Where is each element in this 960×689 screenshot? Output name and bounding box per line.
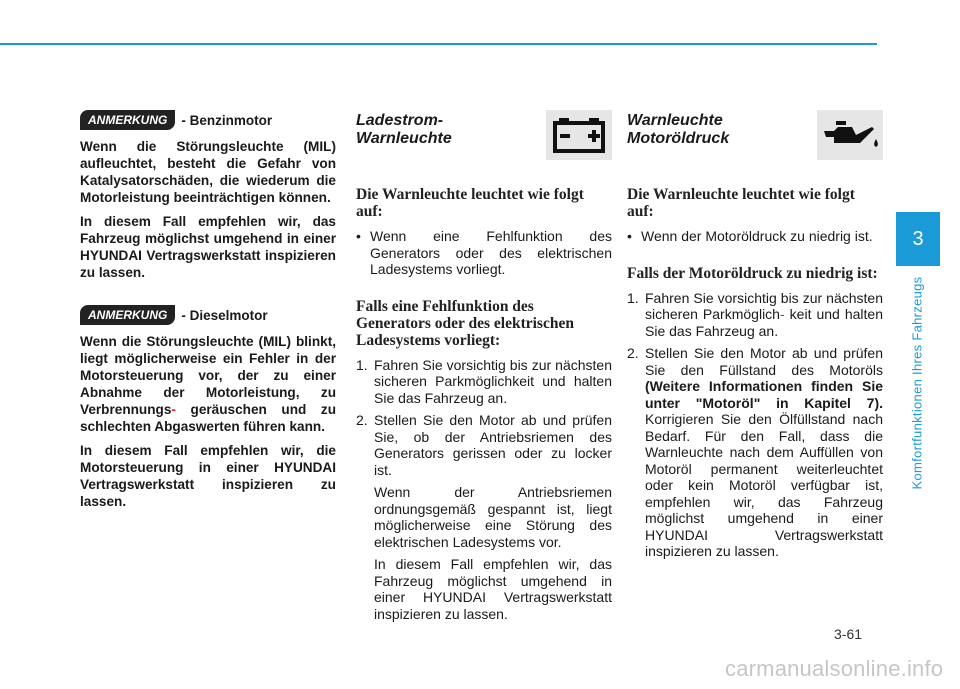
- note-diesel-paragraph-1: Wenn die Störungsleuchte (MIL) blinkt, liegt möglicherweise ein Fehler in der Motorsteuerung vor, der zu einer Abnahme der Motorleistung, zu Verbrennungs- geräuschen und zu schlechten Abgaswerten führen kann.: [80, 334, 337, 434]
- header-rule: [0, 43, 877, 45]
- column-notes: [80, 110, 336, 517]
- battery-icon: [546, 110, 612, 160]
- note-heading: - Dieselmotor: [181, 307, 268, 323]
- column-charging-warning: [356, 110, 612, 628]
- list-item: • Wenn der Motoröldruck zu niedrig ist.: [627, 228, 873, 244]
- chapter-number-tab[interactable]: [896, 212, 940, 266]
- note-diesel-paragraph-2: In diesem Fall empfehlen wir, die Motorsteuerung in einer HYUNDAI Vertragswerkstatt inspizieren zu lassen.: [80, 443, 336, 509]
- list-item: 2. Stellen Sie den Motor ab und prüfen Sie den Füllstand des Motoröls (Weitere Informationen finden Sie unter "Motoröl" in Kapitel 7). Korrigieren Sie den Ölfüllstand nach Bedarf. Für den Fall, dass die Warnleuchte nach dem Auffüllen von Motoröl permanent weiterleuchtet oder kein Motoröl verfügbar ist, empfehlen wir, das Fahrzeug möglichst umgehend in einer HYUNDAI Vertragswerkstatt inspizieren zu lassen.: [627, 345, 883, 559]
- note-petrol-paragraph-2: In diesem Fall empfehlen wir, das Fahrzeug möglichst umgehend in einer HYUNDAI Vertragswerkstatt inspizieren zu lassen.: [80, 214, 336, 280]
- section-header-oil: [627, 110, 883, 162]
- note-petrol-header: [80, 110, 336, 130]
- body-paragraph: In diesem Fall empfehlen wir, das Fahrzeug möglichst umgehend in einer HYUNDAI Vertragswerkstatt inspizieren zu lassen.: [374, 556, 612, 622]
- page-number: 3-61: [834, 626, 863, 642]
- note-petrol-paragraph-1: Wenn die Störungsleuchte (MIL) aufleuchtet, besteht die Gefahr von Katalysatorschäden, die wiederum die Motorleistung beeinträchtigen können.: [80, 139, 336, 205]
- note-badge: ANMERKUNG: [80, 110, 175, 130]
- note-diesel-header: [80, 305, 336, 325]
- chapter-number: 3: [912, 227, 924, 250]
- section-title: Warnleuchte Motoröldruck: [627, 112, 730, 147]
- subheading: Falls der Motoröldruck zu niedrig ist:: [627, 264, 878, 282]
- body-paragraph: Wenn der Antriebsriemen ordnungsgemäß gespannt ist, liegt möglicherweise eine Störung des elektrischen Ladesystems vor.: [374, 484, 612, 550]
- list-item: 1. Fahren Sie vorsichtig bis zur nächsten sicheren Parkmöglichkeit und halten Sie das Fahrzeug an.: [356, 356, 612, 406]
- chapter-title-strip: [902, 268, 932, 498]
- oil-can-icon: [817, 110, 883, 160]
- section-header-charging: [356, 110, 612, 162]
- list-item: • Wenn eine Fehlfunktion des Generators oder des elektrischen Ladesystems vorliegt.: [356, 228, 612, 277]
- subheading: Die Warnleuchte leuchtet wie folgt auf:: [356, 186, 584, 220]
- note-badge: ANMERKUNG: [80, 305, 175, 325]
- list-item: 1. Fahren Sie vorsichtig bis zur nächsten sicheren Parkmöglich- keit und halten Sie das Fahrzeug an.: [627, 289, 883, 339]
- chapter-title: Komfortfunktionen Ihres Fahrzeugs: [909, 276, 925, 490]
- note-heading: - Benzinmotor: [181, 112, 273, 128]
- list-item: 2. Stellen Sie den Motor ab und prüfen Sie, ob der Antriebsriemen des Generators gerissen oder zu locker ist.: [356, 412, 612, 478]
- subheading: Die Warnleuchte leuchtet wie folgt auf:: [627, 186, 855, 220]
- column-oil-pressure-warning: [627, 110, 883, 566]
- subheading: Falls eine Fehlfunktion des Generators oder des elektrischen Ladesystems vorliegt:: [356, 297, 574, 349]
- watermark: carmanualsonline.info: [725, 656, 944, 681]
- section-title: Ladestrom- Warnleuchte: [356, 112, 452, 147]
